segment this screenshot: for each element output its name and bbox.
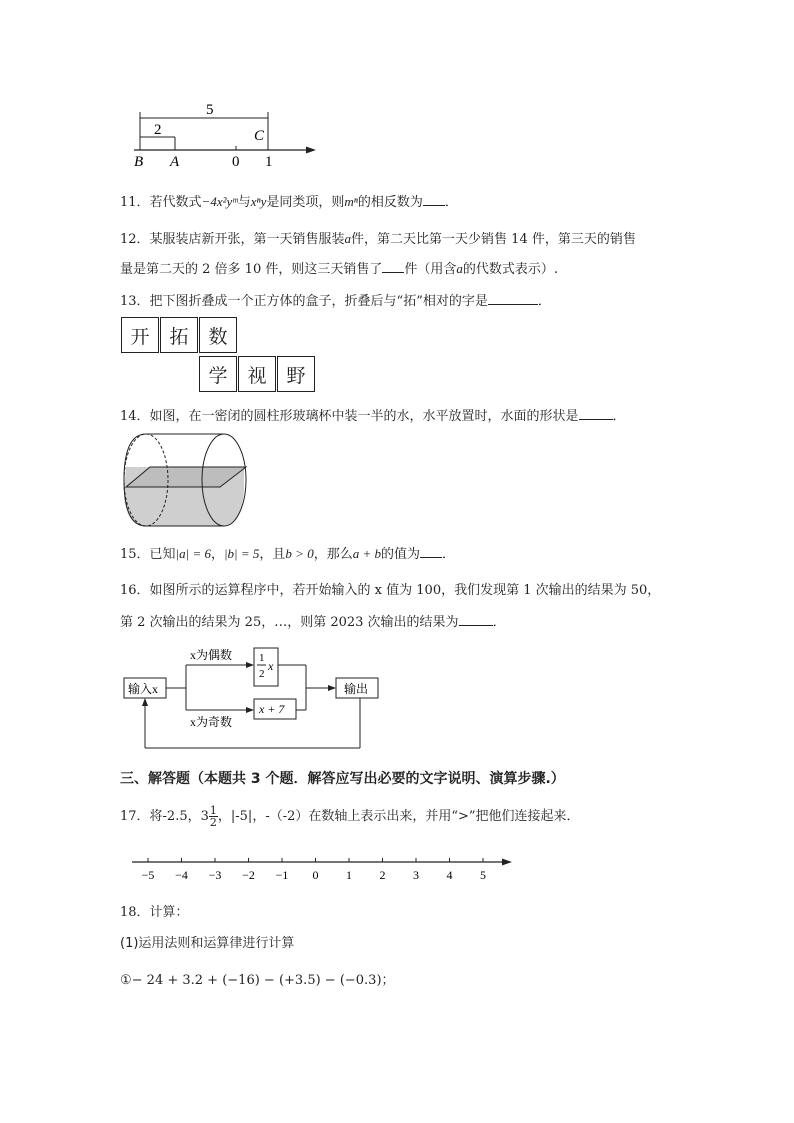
number-line-q17 [128,850,518,882]
q17-text-a: 17．将-2.5， [120,808,201,824]
flow-odd-label: x为奇数 [190,715,233,729]
cube-net-cell-6: 野 [277,356,315,392]
cube-net-cell-1: 开 [121,317,159,353]
cylinder-figure [120,430,260,530]
q12-text-e: 的代数式表示）. [462,262,558,277]
q17-tick-label: 3 [413,868,419,882]
flow-even-label: x为偶数 [190,648,233,662]
q15-text-e: ，且 [259,547,286,562]
question-12-line1 [120,229,636,250]
arrow-icon [328,685,336,691]
flow-half-var: x [268,659,274,673]
question-15 [120,543,455,565]
question-14 [120,405,626,427]
q17-tick-label: −3 [208,868,222,882]
q11-end: ． [444,195,458,210]
q12-text-c: 量是第二天的 2 倍多 10 件，则这三天销售了 [120,262,383,277]
question-18-sub1: (1)运用法则和运算律进行计算 [120,936,295,951]
flow-input-label: 输入x [128,682,159,696]
q12-text-b: 件，第二天比第一天少销售 14 件，第三天的销售 [351,232,636,247]
q17-tick-label: 4 [446,868,453,882]
q16-text: 第 2 次输出的结果为 25，…，则第 2023 次输出的结果为 [120,615,459,630]
q14-end: ． [612,409,626,424]
label-zero: 0 [232,154,240,170]
q17-text-b: ，|-5|，-（-2）在数轴上表示出来，并用“>”把他们连接起来． [217,808,580,824]
arrow-icon [246,707,254,713]
question-16-line2 [120,611,506,633]
q12-answer-blank[interactable] [382,258,404,273]
question-17 [120,805,580,828]
q14-text: 14．如图，在一密闭的圆柱形玻璃杯中装一半的水，水平放置时，水面的形状是 [120,409,579,424]
axis-arrow-icon [502,859,512,866]
q11-expr3: mⁿ [344,194,358,209]
arrow-icon [142,698,148,706]
q15-text-g: ，那么 [313,547,353,562]
q17-tick-label: 1 [346,868,352,882]
flow-plus7-label: x + 7 [259,702,285,716]
flow-half-box [254,648,278,686]
q15-text-c: ， [210,547,224,562]
q17-tick-label: −2 [242,868,255,882]
label-one: 1 [265,154,273,170]
q17-tick-label: 2 [379,868,386,882]
q13-end: ． [537,294,551,309]
q11-expr2: xⁿy [250,194,267,209]
question-18-item1: ①− 24 + 3.2 + (−16) − (+3.5) − (−0.3)； [120,973,395,988]
q17-tick-label: 0 [312,868,319,882]
flow-output-label: 输出 [344,682,369,696]
q16-answer-blank[interactable] [459,611,493,626]
q15-text-a: 15．已知 [120,547,176,562]
label-b: B [134,154,144,170]
q11-text: 11．若代数式 [120,195,202,210]
q15-abs-b: |b| = 5 [223,546,260,561]
q11-mid2: 是同类项，则 [266,195,345,210]
q17-tick-label: 5 [480,868,486,882]
arrow-icon [246,662,254,668]
axis-arrow-icon [306,147,316,154]
question-13 [120,290,551,312]
q12-text-d: 件（用含 [404,262,457,277]
flowchart-figure [120,640,390,755]
q17-tick-label: −1 [275,868,289,882]
q13-text: 13．把下图折叠成一个正方体的盒子，折叠后与“拓”相对的字是 [120,294,488,309]
cube-net-cell-2: 拓 [160,317,198,353]
q17-fraction: $\frac{1}{2}$ [209,804,217,829]
flow-half-den: 2 [259,668,265,680]
question-12-line2 [120,258,558,280]
label-c: C [254,128,265,144]
cube-net-cell-4: 学 [199,356,237,392]
q11-expr1: −4x²yᵐ [201,194,238,209]
q14-answer-blank[interactable] [579,405,613,420]
label-five: 5 [206,102,214,118]
q12-var: a [344,231,352,246]
section-3-title: 三、解答题（本题共 3 个题．解答应写出必要的文字说明、演算步骤.） [120,771,565,787]
q15-end: ． [442,547,456,562]
question-16-line1: 16．如图所示的运算程序中，若开始输入的 x 值为 100，我们发现第 1 次输出的结果为 50， [120,583,661,598]
cube-net-cell-5: 视 [238,356,276,392]
label-two: 2 [154,122,162,138]
q15-text-i: 的值为 [381,547,421,562]
flow-half-num: 1 [259,652,265,664]
number-line-figure-abc [120,98,330,170]
q17-tick-label: −5 [141,868,155,882]
q15-sum: a + b [352,546,381,561]
q13-answer-blank[interactable] [488,290,538,305]
q17-tick-label: −4 [175,868,188,882]
q17-whole: 3 [200,808,209,824]
q16-end: ． [492,615,506,630]
question-18-title: 18．计算： [120,905,189,920]
q15-answer-blank[interactable] [420,543,442,558]
q11-mid: 与 [237,195,251,210]
label-a: A [170,154,180,170]
question-11 [120,191,458,213]
q15-cond: b > 0 [285,546,314,561]
q11-answer-blank[interactable] [423,191,445,206]
q15-abs-a: |a| = 6 [175,546,211,561]
q12-var-2: a [456,261,463,276]
cube-net-cell-3: 数 [199,317,237,353]
q12-text-a: 12．某服装店新开张，第一天销售服装 [120,232,345,247]
q11-tail: 的相反数为 [357,195,423,210]
